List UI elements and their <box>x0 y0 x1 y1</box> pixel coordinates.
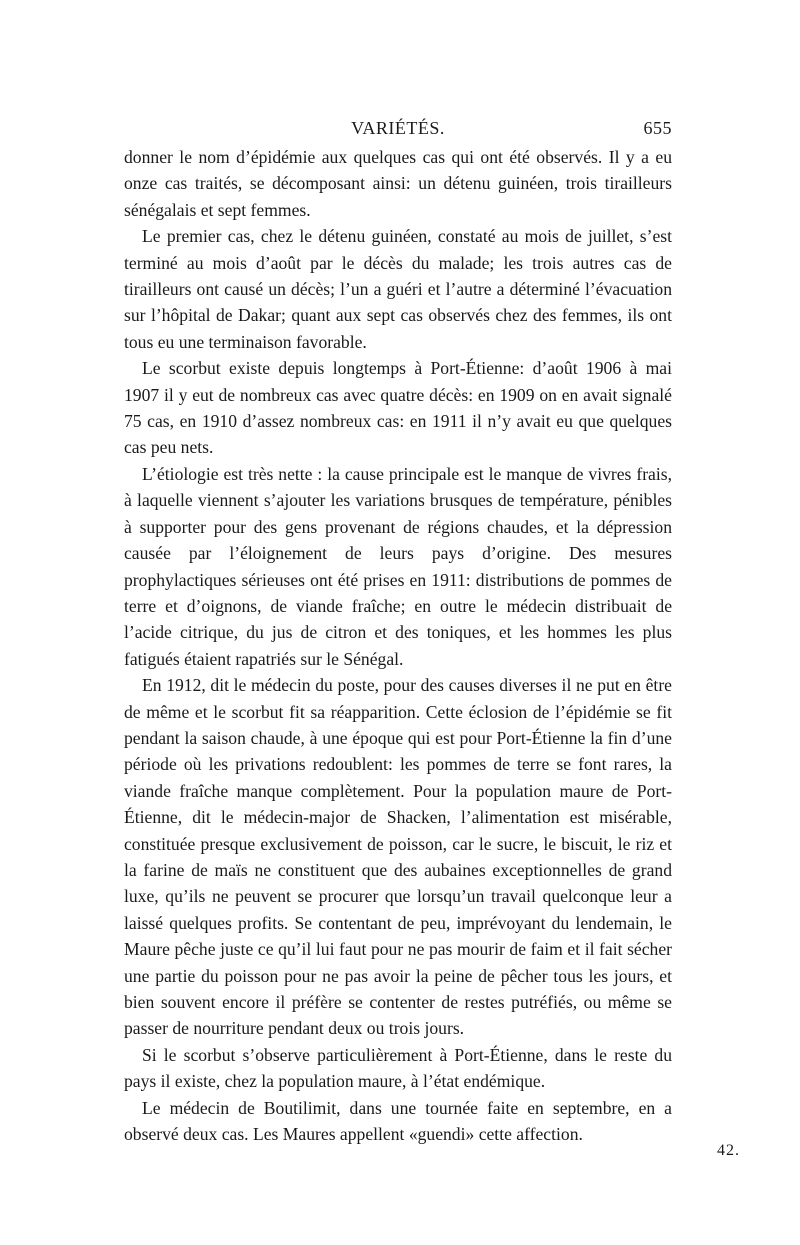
running-title: VARIÉTÉS. <box>351 118 445 138</box>
page <box>124 112 672 1147</box>
signature-mark: 42. <box>717 1142 740 1159</box>
paragraph-1: donner le nom d’épidémie aux quelques cas qui ont été observés. Il y a eu onze cas traités, se décomposant ainsi: un détenu guinéen, trois tirailleurs sénégalais et sept femmes. <box>124 147 672 220</box>
paragraph-5: En 1912, dit le médecin du poste, pour des causes diverses il ne put en être de même et le scorbut fit sa réapparition. Cette éclosion de l’épidémie se fit pendant la saison chaude, à une époque qui est pour Port-Étienne la fin d’une période où les privations redoublent: les pommes de terre se font rares, la viande fraîche manque complètement. Pour la population maure de Port-Étienne, dit le médecin-major de Shacken, l’alimentation est misérable, constituée presque exclusivement de poisson, car le sucre, le biscuit, le riz et la farine de maïs ne constituent que des aubaines exceptionnelles de grand luxe, qu’ils ne peuvent se procurer que lorsqu’un travail quelconque leur a laissé quelques profits. Se contentant de peu, imprévoyant du lendemain, le Maure pêche juste ce qu’il lui faut pour ne pas mourir de faim et il fait sécher une partie du poisson pour ne pas avoir la peine de pêcher tous les jours, et bien souvent encore il préfère se contenter de restes putréfiés, ou même se passer de nourriture pendant deux ou trois jours. <box>124 675 672 1039</box>
body-text <box>124 144 672 1147</box>
paragraph-6: Si le scorbut s’observe particulièrement à Port-Étienne, dans le reste du pays il existe, chez la population maure, à l’état endémique. <box>124 1044 672 1092</box>
paragraph-4: L’étiologie est très nette : la cause principale est le manque de vivres frais, à laquelle viennent s’ajouter les variations brusques de température, pénibles à supporter pour des gens provenant de régions chaudes, et la dépression causée par l’éloignement de leurs pays d’origine. Des mesures prophylactiques sérieuses ont été prises en 1911: distributions de pommes de terre et d’oignons, de viande fraîche; en outre le médecin distribuait de l’acide citrique, du jus de citron et des toniques, et les hommes les plus fatigués étaient rapatriés sur le Sénégal. <box>124 463 672 669</box>
paragraph-7: Le médecin de Boutilimit, dans une tournée faite en septembre, en a observé deux cas. Les Maures appellent «guendi» cette affection. <box>124 1097 672 1145</box>
paragraph-3: Le scorbut existe depuis longtemps à Port-Étienne: d’août 1906 à mai 1907 il y eut de nombreux cas avec quatre décès: en 1909 on en avait signalé 75 cas, en 1910 d’assez nombreux cas: en 1911 il n’y avait eu que quelques cas peu nets. <box>124 358 672 458</box>
paragraph-2: Le premier cas, chez le détenu guinéen, constaté au mois de juillet, s’est terminé au mois d’août par le décès du malade; les trois autres cas de tirailleurs ont causé un décès; l’un a guéri et l’autre a déterminé l’évacuation sur l’hôpital de Dakar; quant aux sept cas observés chez des femmes, ils ont tous eu une terminaison favorable. <box>124 226 672 352</box>
page-number: 655 <box>643 118 672 138</box>
running-head <box>124 112 672 144</box>
